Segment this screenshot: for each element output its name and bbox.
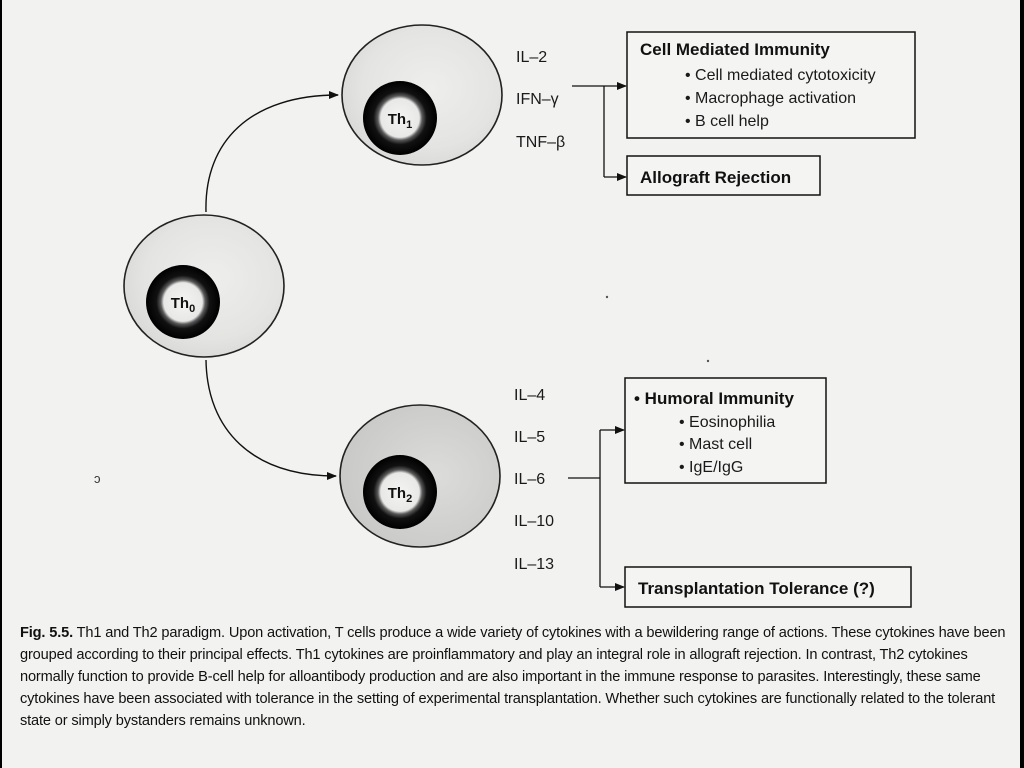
th0-cell [124, 215, 284, 357]
th2-cell [340, 405, 500, 547]
speck [707, 360, 709, 362]
caption-text: Th1 and Th2 paradigm. Upon activation, T cells produce a wide variety of cytokines with a bewildering range of actions. These cytokines have been grouped according to their principal effects. Th1 cytokines are proinflammatory and play an integral role in allograft rejection. In contrast, Th2 cytokines normally function to provide B-cell help for alloantibody production and are also important in the immune response to parasites. Interestingly, these same cytokines have been associated with tolerance in the setting of experimental transplantation. Whether such cytokines are functionally related to the tolerant state or simply bystanders remains unknown. [20, 625, 1006, 729]
th2-cytokine: IL–6 [514, 471, 546, 488]
th2-cytokine: IL–5 [514, 429, 546, 446]
stray-mark: ɔ [94, 471, 101, 486]
th2-cytokine: IL–4 [514, 387, 546, 404]
th2-cytokine: IL–13 [514, 556, 555, 573]
th0-label: $Th_0$ [170, 295, 196, 315]
th2-cytokine: IL–10 [514, 513, 555, 530]
allograft-rejection-box [627, 156, 820, 195]
box-title: Allograft Rejection [640, 168, 792, 187]
th1-label: $Th_1$ [387, 111, 413, 131]
box-item: • IgE/IgG [679, 459, 744, 476]
th1-cell [342, 25, 502, 165]
th2-label: $Th_2$ [387, 485, 413, 505]
arrow-th0-to-th2 [206, 360, 336, 476]
figure-caption [20, 622, 1020, 732]
th1-cytokine: IFN–γ [516, 91, 559, 108]
box-item: • Macrophage activation [685, 90, 857, 107]
box-item: • Mast cell [679, 436, 753, 453]
figure-page [2, 0, 1020, 768]
figure-label: Fig. 5.5. [20, 625, 73, 641]
box-title: • Humoral Immunity [634, 389, 794, 408]
box-title: Cell Mediated Immunity [640, 40, 830, 59]
arrow-th0-to-th1 [206, 95, 338, 212]
box-title: Transplantation Tolerance (?) [638, 579, 875, 598]
transplantation-tolerance-box [625, 567, 911, 607]
th1-cytokine: IL–2 [516, 49, 548, 66]
box-item: • Eosinophilia [679, 414, 776, 431]
box-item: • B cell help [685, 113, 769, 130]
th1-cytokine: TNF–β [516, 134, 566, 151]
humoral-immunity-box [625, 378, 826, 483]
speck [606, 296, 608, 298]
th-paradigm-diagram [2, 0, 1020, 610]
box-item: • Cell mediated cytotoxicity [685, 67, 876, 84]
cell-mediated-immunity-box [627, 32, 915, 138]
